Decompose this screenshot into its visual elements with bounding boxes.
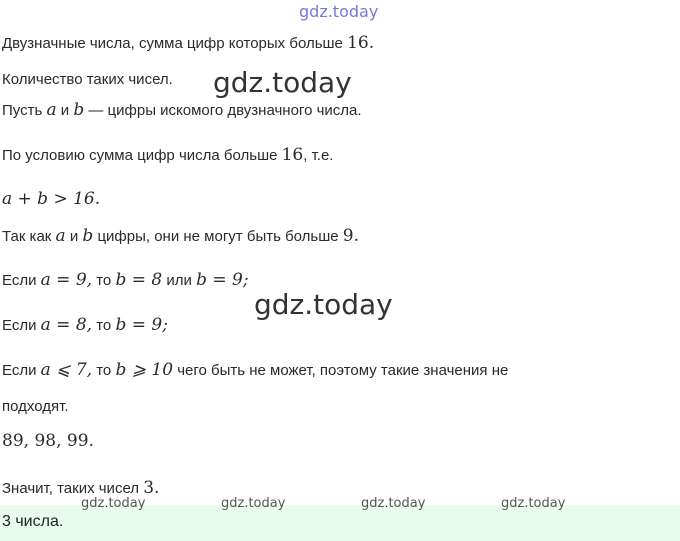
- watermark-bottom-4: gdz.today: [501, 496, 566, 511]
- impossible-text: чего быть не может, поэтому такие значения не: [173, 362, 509, 379]
- let-rest: — цифры искомого двузначного числа.: [84, 102, 362, 119]
- numbers-line: 89, 98, 99.: [2, 431, 94, 451]
- then-text: то: [92, 317, 116, 334]
- case-a8-b9-math: b = 9;: [115, 315, 168, 335]
- case-a8-line: [2, 315, 168, 335]
- conclusion-number: 3.: [143, 478, 160, 498]
- problem-statement: [2, 33, 374, 53]
- conclusion-line: [2, 478, 159, 498]
- case-b9-math: b = 9;: [196, 270, 249, 290]
- watermark-top: gdz.today: [299, 2, 379, 21]
- digits-end: цифры, они не могут быть больше: [93, 228, 343, 245]
- digits-line: [2, 226, 359, 246]
- watermark-bottom-1: gdz.today: [81, 496, 146, 511]
- condition-text: По условию сумма цифр числа больше: [2, 147, 282, 164]
- conclusion-text: Значит, таких чисел: [2, 480, 144, 497]
- if-text: Если: [2, 272, 41, 289]
- then-text: то: [92, 272, 116, 289]
- watermark-bottom-3: gdz.today: [361, 496, 426, 511]
- case-a7-math: a ⩽ 7,: [40, 360, 93, 380]
- or-text: или: [162, 272, 197, 289]
- digits-text: Так как: [2, 228, 56, 245]
- case-a8-math: a = 8,: [40, 315, 93, 335]
- and-text: и: [56, 102, 74, 119]
- var-b: b: [73, 100, 85, 120]
- digits-number: 9.: [342, 226, 360, 246]
- inequality-line: a + b > 16.: [2, 189, 101, 209]
- let-text: Пусть: [2, 102, 47, 119]
- if-text: Если: [2, 362, 41, 379]
- problem-text: Двузначные числа, сумма цифр которых больше: [2, 35, 348, 52]
- condition-line: [2, 145, 333, 165]
- case-a7-line: [2, 360, 508, 380]
- watermark-mid-2: gdz.today: [254, 288, 393, 321]
- let-line: [2, 100, 362, 120]
- answer-text: 3 числа.: [2, 513, 64, 530]
- case-a9-math: a = 9,: [40, 270, 93, 290]
- var-a: a: [46, 100, 57, 120]
- then-text: то: [92, 362, 116, 379]
- problem-number: 16.: [347, 33, 375, 53]
- watermark-bottom-2: gdz.today: [221, 496, 286, 511]
- var-a: a: [55, 226, 66, 246]
- case-b10-math: b ⩾ 10: [115, 360, 174, 380]
- digits-and: и: [65, 228, 83, 245]
- case-a9-line: [2, 270, 249, 290]
- var-b: b: [82, 226, 94, 246]
- condition-end: , т.е.: [303, 147, 334, 164]
- condition-number: 16: [281, 145, 304, 165]
- question-line: Количество таких чисел.: [2, 71, 173, 88]
- if-text: Если: [2, 317, 41, 334]
- watermark-mid-1: gdz.today: [213, 66, 352, 99]
- unsuitable-line: подходят.: [2, 398, 69, 415]
- case-b8-math: b = 8: [115, 270, 163, 290]
